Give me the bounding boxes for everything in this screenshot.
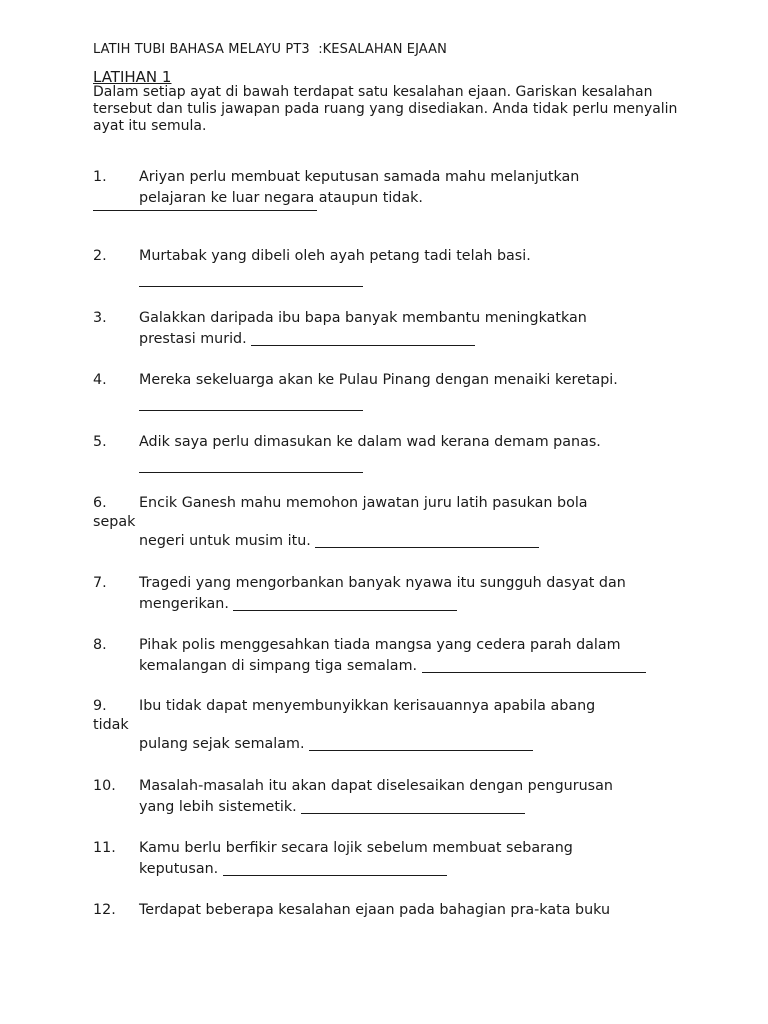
answer-blank[interactable]	[315, 546, 539, 548]
question-text-wrap: sepak	[93, 514, 136, 530]
question-text-line2: pelajaran ke luar negara ataupun tidak.	[139, 190, 423, 206]
question-number: 5.	[93, 434, 107, 450]
section-title: LATIHAN 1	[93, 68, 172, 86]
question-text-wrap: tidak	[93, 717, 129, 733]
answer-blank[interactable]	[139, 285, 363, 287]
question-6	[93, 494, 693, 551]
question-text-line2: kemalangan di simpang tiga semalam.	[139, 658, 418, 674]
question-8	[93, 635, 733, 677]
question-number: 4.	[93, 372, 107, 388]
question-5	[93, 432, 693, 474]
question-number: 2.	[93, 248, 107, 264]
question-number: 1.	[93, 169, 107, 185]
question-text-line1: Murtabak yang dibeli oleh ayah petang tadi telah basi.	[139, 248, 531, 264]
answer-blank[interactable]	[422, 671, 646, 673]
question-text-line1: Kamu berlu berfikir secara lojik sebelum membuat sebarang	[139, 840, 573, 856]
question-7	[93, 573, 693, 615]
answer-blank[interactable]	[233, 609, 457, 611]
question-text-line1: Encik Ganesh mahu memohon jawatan juru latih pasukan bola	[139, 495, 588, 511]
question-text-line2: prestasi murid.	[139, 331, 247, 347]
question-text-line1: Pihak polis menggesahkan tiada mangsa yang cedera parah dalam	[139, 637, 621, 653]
question-text-line1: Ibu tidak dapat menyembunyikkan kerisauannya apabila abang	[139, 698, 596, 714]
question-text-line1: Tragedi yang mengorbankan banyak nyawa itu sungguh dasyat dan	[139, 575, 626, 591]
question-text-line1: Adik saya perlu dimasukan ke dalam wad kerana demam panas.	[139, 434, 601, 450]
question-text-line1: Mereka sekeluarga akan ke Pulau Pinang dengan menaiki keretapi.	[139, 372, 618, 388]
question-text-line1: Terdapat beberapa kesalahan ejaan pada bahagian pra-kata buku	[139, 902, 611, 918]
question-11	[93, 838, 693, 880]
answer-blank[interactable]	[139, 409, 363, 411]
question-12	[93, 900, 693, 921]
question-text-line2: yang lebih sistemetik.	[139, 799, 297, 815]
question-number: 8.	[93, 637, 107, 653]
question-number: 10.	[93, 778, 116, 794]
answer-blank[interactable]	[251, 344, 475, 346]
question-number: 9.	[93, 698, 107, 714]
question-number: 7.	[93, 575, 107, 591]
instructions: Dalam setiap ayat di bawah terdapat satu kesalahan ejaan. Gariskan kesalahan tersebut dan tulis jawapan pada ruang yang disediakan. Anda tidak perlu menyalin ayat itu semula.	[93, 84, 678, 134]
question-number: 12.	[93, 902, 116, 918]
answer-blank[interactable]	[223, 874, 447, 876]
question-number: 11.	[93, 840, 116, 856]
question-number: 3.	[93, 310, 107, 326]
question-3	[93, 308, 693, 350]
answer-blank[interactable]	[309, 749, 533, 751]
question-text-line2: keputusan.	[139, 861, 219, 877]
answer-blank[interactable]	[93, 209, 317, 211]
question-number: 6.	[93, 495, 107, 511]
question-text-line1: Masalah-masalah itu akan dapat diselesaikan dengan pengurusan	[139, 778, 613, 794]
answer-blank[interactable]	[301, 812, 525, 814]
question-text-line2: negeri untuk musim itu.	[139, 533, 311, 549]
page-header: LATIH TUBI BAHASA MELAYU PT3 :KESALAHAN EJAAN	[93, 42, 447, 57]
question-text-line2: mengerikan.	[139, 596, 229, 612]
question-2	[93, 246, 693, 288]
question-10	[93, 776, 693, 818]
question-4	[93, 370, 693, 412]
question-text-line1: Galakkan daripada ibu bapa banyak membantu meningkatkan	[139, 310, 587, 326]
question-text-line1: Ariyan perlu membuat keputusan samada mahu melanjutkan	[139, 169, 580, 185]
answer-blank[interactable]	[139, 471, 363, 473]
question-9	[93, 697, 693, 754]
question-1	[93, 167, 693, 223]
question-text-line2: pulang sejak semalam.	[139, 736, 305, 752]
